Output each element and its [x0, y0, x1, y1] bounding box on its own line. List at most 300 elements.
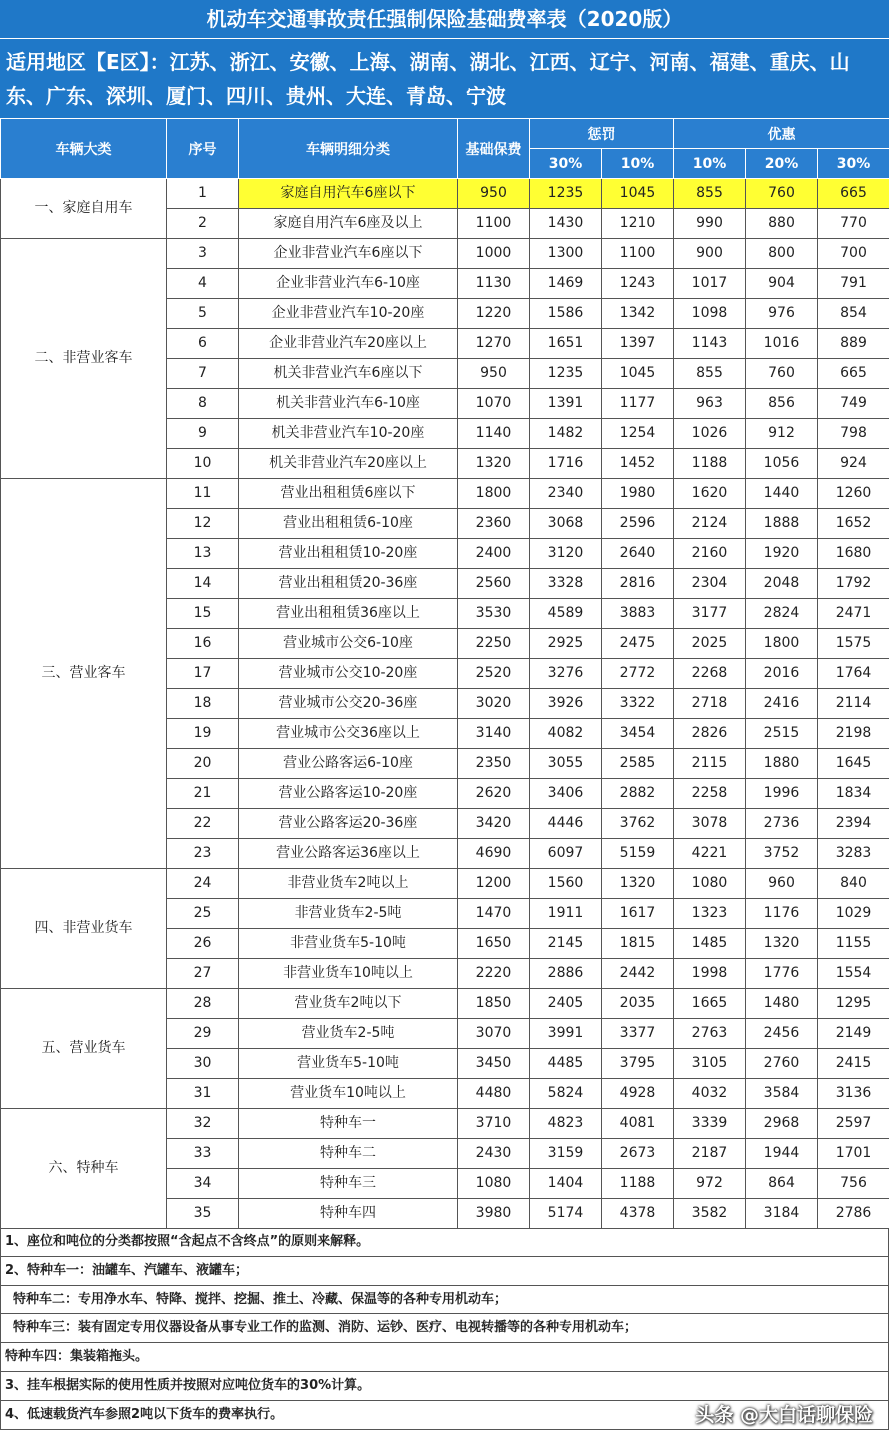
cell-seq: 2	[167, 209, 239, 239]
cell-name: 家庭自用汽车6座以下	[239, 179, 458, 209]
cell-base: 2360	[458, 509, 530, 539]
cell-name: 特种车四	[239, 1199, 458, 1229]
cell-d20: 2048	[746, 569, 818, 599]
cell-p30: 5174	[530, 1199, 602, 1229]
cell-p10: 1100	[602, 239, 674, 269]
cell-p10: 2882	[602, 779, 674, 809]
cell-d10: 3339	[674, 1109, 746, 1139]
vehicle-category: 三、营业客车	[1, 479, 167, 869]
cell-name: 企业非营业汽车6-10座	[239, 269, 458, 299]
cell-d20: 1888	[746, 509, 818, 539]
cell-seq: 6	[167, 329, 239, 359]
cell-seq: 26	[167, 929, 239, 959]
cell-base: 1850	[458, 989, 530, 1019]
cell-p10: 1188	[602, 1169, 674, 1199]
cell-d30: 889	[818, 329, 889, 359]
cell-name: 机关非营业汽车10-20座	[239, 419, 458, 449]
table-row	[1, 239, 889, 269]
cell-d10: 3078	[674, 809, 746, 839]
cell-d20: 1880	[746, 749, 818, 779]
cell-seq: 35	[167, 1199, 239, 1229]
cell-seq: 25	[167, 899, 239, 929]
cell-d20: 1920	[746, 539, 818, 569]
cell-d10: 855	[674, 359, 746, 389]
cell-d30: 2114	[818, 689, 889, 719]
cell-d20: 2515	[746, 719, 818, 749]
cell-p10: 1210	[602, 209, 674, 239]
cell-seq: 34	[167, 1169, 239, 1199]
vehicle-category: 四、非营业货车	[1, 869, 167, 989]
cell-p30: 1235	[530, 359, 602, 389]
cell-seq: 23	[167, 839, 239, 869]
cell-d20: 1016	[746, 329, 818, 359]
cell-d30: 1155	[818, 929, 889, 959]
cell-d30: 2394	[818, 809, 889, 839]
cell-base: 1320	[458, 449, 530, 479]
cell-base: 1140	[458, 419, 530, 449]
cell-name: 非营业货车10吨以上	[239, 959, 458, 989]
cell-base: 2220	[458, 959, 530, 989]
cell-d20: 1776	[746, 959, 818, 989]
cell-p10: 2585	[602, 749, 674, 779]
cell-seq: 16	[167, 629, 239, 659]
cell-p30: 2145	[530, 929, 602, 959]
cell-d20: 1056	[746, 449, 818, 479]
cell-p30: 1404	[530, 1169, 602, 1199]
cell-d30: 1680	[818, 539, 889, 569]
cell-name: 家庭自用汽车6座及以上	[239, 209, 458, 239]
cell-d20: 2736	[746, 809, 818, 839]
cell-d10: 2826	[674, 719, 746, 749]
cell-base: 2560	[458, 569, 530, 599]
cell-d10: 1188	[674, 449, 746, 479]
cell-base: 3980	[458, 1199, 530, 1229]
cell-name: 机关非营业汽车20座以上	[239, 449, 458, 479]
cell-base: 1100	[458, 209, 530, 239]
cell-base: 950	[458, 179, 530, 209]
cell-name: 营业出租租赁6座以下	[239, 479, 458, 509]
cell-d10: 963	[674, 389, 746, 419]
cell-d20: 2824	[746, 599, 818, 629]
cell-d20: 3752	[746, 839, 818, 869]
cell-d30: 2198	[818, 719, 889, 749]
cell-p30: 4485	[530, 1049, 602, 1079]
cell-seq: 18	[167, 689, 239, 719]
cell-d30: 1575	[818, 629, 889, 659]
cell-d20: 912	[746, 419, 818, 449]
cell-p10: 2475	[602, 629, 674, 659]
cell-d10: 2304	[674, 569, 746, 599]
cell-d10: 900	[674, 239, 746, 269]
cell-d30: 1260	[818, 479, 889, 509]
cell-name: 营业出租租赁6-10座	[239, 509, 458, 539]
cell-name: 企业非营业汽车6座以下	[239, 239, 458, 269]
cell-d10: 855	[674, 179, 746, 209]
cell-p30: 1235	[530, 179, 602, 209]
cell-d20: 1800	[746, 629, 818, 659]
cell-seq: 27	[167, 959, 239, 989]
cell-d10: 2763	[674, 1019, 746, 1049]
cell-d10: 1323	[674, 899, 746, 929]
cell-p30: 1430	[530, 209, 602, 239]
cell-p10: 1815	[602, 929, 674, 959]
vehicle-category: 一、家庭自用车	[1, 179, 167, 239]
cell-d10: 2115	[674, 749, 746, 779]
cell-d10: 3105	[674, 1049, 746, 1079]
cell-d20: 2416	[746, 689, 818, 719]
cell-seq: 22	[167, 809, 239, 839]
cell-seq: 10	[167, 449, 239, 479]
cell-base: 2400	[458, 539, 530, 569]
cell-seq: 33	[167, 1139, 239, 1169]
cell-p10: 1980	[602, 479, 674, 509]
cell-seq: 19	[167, 719, 239, 749]
cell-d10: 2124	[674, 509, 746, 539]
cell-base: 4480	[458, 1079, 530, 1109]
cell-d30: 665	[818, 359, 889, 389]
cell-d20: 1176	[746, 899, 818, 929]
rate-table	[0, 118, 889, 1229]
cell-seq: 15	[167, 599, 239, 629]
cell-p30: 4589	[530, 599, 602, 629]
cell-d20: 1440	[746, 479, 818, 509]
cell-name: 营业出租租赁20-36座	[239, 569, 458, 599]
cell-d20: 3584	[746, 1079, 818, 1109]
cell-name: 营业公路客运20-36座	[239, 809, 458, 839]
cell-name: 特种车三	[239, 1169, 458, 1199]
cell-base: 1080	[458, 1169, 530, 1199]
cell-p10: 1397	[602, 329, 674, 359]
cell-name: 营业城市公交36座以上	[239, 719, 458, 749]
header-discount-10: 10%	[674, 149, 746, 179]
cell-d10: 1080	[674, 869, 746, 899]
watermark: 头条 @大白话聊保险	[695, 1404, 873, 1426]
cell-d10: 1620	[674, 479, 746, 509]
cell-name: 营业公路客运36座以上	[239, 839, 458, 869]
header-discount: 优惠	[674, 119, 889, 149]
cell-seq: 28	[167, 989, 239, 1019]
vehicle-category: 六、特种车	[1, 1109, 167, 1229]
cell-seq: 32	[167, 1109, 239, 1139]
cell-p10: 4928	[602, 1079, 674, 1109]
cell-p10: 4378	[602, 1199, 674, 1229]
cell-d30: 1701	[818, 1139, 889, 1169]
note-2: 2、特种车一：油罐车、汽罐车、液罐车；	[0, 1257, 889, 1286]
cell-d20: 960	[746, 869, 818, 899]
cell-base: 2620	[458, 779, 530, 809]
cell-d10: 1143	[674, 329, 746, 359]
cell-d30: 1652	[818, 509, 889, 539]
cell-d30: 2471	[818, 599, 889, 629]
cell-d20: 2968	[746, 1109, 818, 1139]
cell-d20: 856	[746, 389, 818, 419]
cell-d20: 976	[746, 299, 818, 329]
cell-d10: 1665	[674, 989, 746, 1019]
cell-d10: 1017	[674, 269, 746, 299]
cell-d10: 4032	[674, 1079, 746, 1109]
cell-base: 3020	[458, 689, 530, 719]
cell-p30: 1482	[530, 419, 602, 449]
cell-d30: 854	[818, 299, 889, 329]
header-category: 车辆大类	[1, 119, 167, 179]
cell-p30: 3055	[530, 749, 602, 779]
cell-base: 950	[458, 359, 530, 389]
header-penalty-10: 10%	[602, 149, 674, 179]
cell-p10: 3883	[602, 599, 674, 629]
cell-seq: 29	[167, 1019, 239, 1049]
cell-d30: 700	[818, 239, 889, 269]
cell-base: 3070	[458, 1019, 530, 1049]
cell-seq: 8	[167, 389, 239, 419]
cell-name: 特种车二	[239, 1139, 458, 1169]
note-7: 4、低速载货汽车参照2吨以下货车的费率执行。	[0, 1401, 889, 1430]
cell-base: 2250	[458, 629, 530, 659]
cell-d30: 2786	[818, 1199, 889, 1229]
cell-name: 营业出租租赁10-20座	[239, 539, 458, 569]
cell-d10: 972	[674, 1169, 746, 1199]
cell-d20: 2016	[746, 659, 818, 689]
cell-p10: 3322	[602, 689, 674, 719]
cell-seq: 1	[167, 179, 239, 209]
cell-name: 营业货车5-10吨	[239, 1049, 458, 1079]
table-row	[1, 869, 889, 899]
cell-p10: 1617	[602, 899, 674, 929]
cell-base: 3420	[458, 809, 530, 839]
cell-p10: 1177	[602, 389, 674, 419]
cell-d30: 1645	[818, 749, 889, 779]
cell-name: 营业城市公交10-20座	[239, 659, 458, 689]
cell-p30: 4446	[530, 809, 602, 839]
cell-d20: 1320	[746, 929, 818, 959]
cell-base: 3530	[458, 599, 530, 629]
note-6: 3、挂车根据实际的使用性质并按照对应吨位货车的30%计算。	[0, 1372, 889, 1401]
cell-p10: 2640	[602, 539, 674, 569]
cell-d30: 1029	[818, 899, 889, 929]
cell-p30: 4082	[530, 719, 602, 749]
cell-p30: 1391	[530, 389, 602, 419]
cell-p10: 2673	[602, 1139, 674, 1169]
cell-p30: 1716	[530, 449, 602, 479]
cell-p30: 1469	[530, 269, 602, 299]
cell-d20: 2456	[746, 1019, 818, 1049]
cell-d10: 3582	[674, 1199, 746, 1229]
header-discount-20: 20%	[746, 149, 818, 179]
cell-name: 非营业货车5-10吨	[239, 929, 458, 959]
header-detail: 车辆明细分类	[239, 119, 458, 179]
cell-d10: 2025	[674, 629, 746, 659]
cell-p10: 2772	[602, 659, 674, 689]
cell-name: 营业货车10吨以上	[239, 1079, 458, 1109]
cell-d10: 2187	[674, 1139, 746, 1169]
cell-d30: 1764	[818, 659, 889, 689]
cell-name: 营业货车2-5吨	[239, 1019, 458, 1049]
cell-name: 企业非营业汽车10-20座	[239, 299, 458, 329]
cell-p10: 5159	[602, 839, 674, 869]
cell-p30: 6097	[530, 839, 602, 869]
cell-seq: 9	[167, 419, 239, 449]
cell-p10: 1243	[602, 269, 674, 299]
cell-d30: 1834	[818, 779, 889, 809]
note-5: 特种车四：集装箱拖头。	[0, 1343, 889, 1372]
cell-p30: 3328	[530, 569, 602, 599]
cell-d20: 3184	[746, 1199, 818, 1229]
cell-base: 2430	[458, 1139, 530, 1169]
cell-base: 1650	[458, 929, 530, 959]
cell-d10: 990	[674, 209, 746, 239]
cell-p30: 1651	[530, 329, 602, 359]
cell-name: 非营业货车2-5吨	[239, 899, 458, 929]
cell-name: 非营业货车2吨以上	[239, 869, 458, 899]
cell-p30: 1300	[530, 239, 602, 269]
rate-table-body	[1, 179, 889, 1229]
cell-d20: 904	[746, 269, 818, 299]
cell-base: 3710	[458, 1109, 530, 1139]
cell-d20: 1480	[746, 989, 818, 1019]
cell-d20: 2760	[746, 1049, 818, 1079]
vehicle-category: 二、非营业客车	[1, 239, 167, 479]
cell-d10: 2718	[674, 689, 746, 719]
cell-seq: 14	[167, 569, 239, 599]
cell-p10: 3762	[602, 809, 674, 839]
cell-seq: 3	[167, 239, 239, 269]
cell-d10: 1485	[674, 929, 746, 959]
cell-d30: 665	[818, 179, 889, 209]
cell-d20: 1944	[746, 1139, 818, 1169]
header-penalty-30: 30%	[530, 149, 602, 179]
cell-p10: 3377	[602, 1019, 674, 1049]
cell-p30: 3926	[530, 689, 602, 719]
cell-seq: 5	[167, 299, 239, 329]
cell-p30: 2925	[530, 629, 602, 659]
cell-d20: 880	[746, 209, 818, 239]
cell-p30: 2886	[530, 959, 602, 989]
cell-base: 1000	[458, 239, 530, 269]
cell-d30: 2597	[818, 1109, 889, 1139]
cell-p10: 2035	[602, 989, 674, 1019]
cell-seq: 12	[167, 509, 239, 539]
cell-d10: 3177	[674, 599, 746, 629]
cell-seq: 4	[167, 269, 239, 299]
cell-name: 机关非营业汽车6座以下	[239, 359, 458, 389]
cell-p10: 3795	[602, 1049, 674, 1079]
cell-d20: 1996	[746, 779, 818, 809]
cell-p10: 1045	[602, 179, 674, 209]
cell-p30: 1560	[530, 869, 602, 899]
cell-p10: 4081	[602, 1109, 674, 1139]
cell-d10: 1098	[674, 299, 746, 329]
cell-p10: 1342	[602, 299, 674, 329]
cell-seq: 13	[167, 539, 239, 569]
table-row	[1, 479, 889, 509]
cell-p30: 2405	[530, 989, 602, 1019]
cell-seq: 24	[167, 869, 239, 899]
cell-base: 4690	[458, 839, 530, 869]
cell-name: 营业城市公交20-36座	[239, 689, 458, 719]
cell-base: 1130	[458, 269, 530, 299]
cell-base: 2520	[458, 659, 530, 689]
vehicle-category: 五、营业货车	[1, 989, 167, 1109]
cell-p30: 3406	[530, 779, 602, 809]
cell-d20: 760	[746, 179, 818, 209]
cell-d10: 2258	[674, 779, 746, 809]
cell-p10: 1320	[602, 869, 674, 899]
cell-p10: 1254	[602, 419, 674, 449]
cell-d30: 756	[818, 1169, 889, 1199]
cell-base: 2350	[458, 749, 530, 779]
note-3: 特种车二：专用净水车、特降、搅拌、挖掘、推土、冷藏、保温等的各种专用机动车；	[0, 1286, 889, 1315]
cell-p10: 2442	[602, 959, 674, 989]
cell-name: 机关非营业汽车6-10座	[239, 389, 458, 419]
cell-seq: 20	[167, 749, 239, 779]
cell-name: 营业出租租赁36座以上	[239, 599, 458, 629]
cell-d30: 1792	[818, 569, 889, 599]
cell-p30: 3159	[530, 1139, 602, 1169]
cell-d30: 2415	[818, 1049, 889, 1079]
cell-d10: 1998	[674, 959, 746, 989]
cell-seq: 7	[167, 359, 239, 389]
cell-name: 营业公路客运6-10座	[239, 749, 458, 779]
cell-p30: 3276	[530, 659, 602, 689]
cell-d30: 3283	[818, 839, 889, 869]
cell-p30: 3991	[530, 1019, 602, 1049]
cell-base: 1070	[458, 389, 530, 419]
cell-d30: 1554	[818, 959, 889, 989]
cell-name: 营业城市公交6-10座	[239, 629, 458, 659]
cell-d30: 840	[818, 869, 889, 899]
header-discount-30: 30%	[818, 149, 889, 179]
cell-seq: 11	[167, 479, 239, 509]
cell-base: 1200	[458, 869, 530, 899]
cell-d10: 4221	[674, 839, 746, 869]
cell-d10: 1026	[674, 419, 746, 449]
cell-name: 营业货车2吨以下	[239, 989, 458, 1019]
cell-name: 企业非营业汽车20座以上	[239, 329, 458, 359]
cell-name: 特种车一	[239, 1109, 458, 1139]
cell-d30: 791	[818, 269, 889, 299]
cell-d30: 798	[818, 419, 889, 449]
table-title: 机动车交通事故责任强制保险基础费率表（2020版）	[0, 0, 889, 39]
note-4: 特种车三：装有固定专用仪器设备从事专业工作的监测、消防、运钞、医疗、电视转播等的各种专用机动车；	[0, 1314, 889, 1343]
cell-seq: 17	[167, 659, 239, 689]
cell-base: 1470	[458, 899, 530, 929]
applicable-region: 适用地区【E区】：江苏、浙江、安徽、上海、湖南、湖北、江西、辽宁、河南、福建、重庆、山东、广东、深圳、厦门、四川、贵州、大连、青岛、宁波	[0, 39, 889, 124]
note-1: 1、座位和吨位的分类都按照“含起点不含终点”的原则来解释。	[0, 1228, 889, 1257]
cell-d30: 770	[818, 209, 889, 239]
table-row	[1, 1109, 889, 1139]
cell-d30: 924	[818, 449, 889, 479]
cell-p30: 5824	[530, 1079, 602, 1109]
cell-d30: 749	[818, 389, 889, 419]
cell-base: 3140	[458, 719, 530, 749]
cell-p10: 3454	[602, 719, 674, 749]
cell-p10: 2596	[602, 509, 674, 539]
cell-d30: 2149	[818, 1019, 889, 1049]
cell-base: 3450	[458, 1049, 530, 1079]
table-row	[1, 989, 889, 1019]
cell-base: 1800	[458, 479, 530, 509]
cell-p30: 1586	[530, 299, 602, 329]
cell-d10: 2160	[674, 539, 746, 569]
cell-p10: 1452	[602, 449, 674, 479]
header-seq: 序号	[167, 119, 239, 179]
cell-p10: 2816	[602, 569, 674, 599]
header-base-premium: 基础保费	[458, 119, 530, 179]
header-penalty: 惩罚	[530, 119, 674, 149]
cell-d30: 1295	[818, 989, 889, 1019]
cell-d20: 864	[746, 1169, 818, 1199]
cell-name: 营业公路客运10-20座	[239, 779, 458, 809]
cell-p10: 1045	[602, 359, 674, 389]
